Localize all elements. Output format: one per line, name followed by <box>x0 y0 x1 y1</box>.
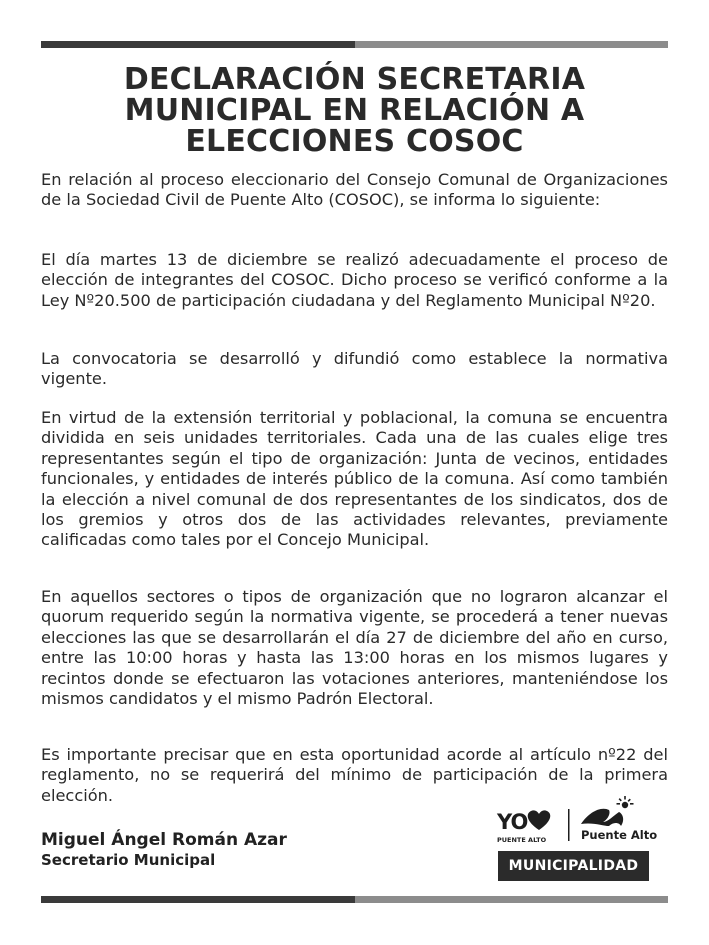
municipality-logo <box>497 796 658 882</box>
paragraph-intro: En relación al proceso eleccionario del Consejo Comunal de Organizaciones de la Sociedad Civil de Puente Alto (COSOC), se informa lo siguiente: <box>41 170 668 210</box>
document-title <box>41 64 668 157</box>
logo-yo-text: YO <box>497 810 528 834</box>
paragraph-convocatoria: La convocatoria se desarrolló y difundió como establece la normativa vigente. <box>41 349 668 389</box>
signer-name: Miguel Ángel Román Azar <box>41 830 287 850</box>
paragraph-new-elections: En aquellos sectores o tipos de organización que no lograron alcanzar el quorum requerido según la normativa vigente, se procederá a tener nuevas elecciones las que se desarrollarán el día 27 de diciembre del año en curso, entre las 10:00 horas y hasta las 13:00 horas en los mismos lugares y recintos donde se efectuaron las votaciones anteriores, manteniéndose los mismos candidatos y el mismo Padrón Electoral. <box>41 587 668 709</box>
logo-small-caption: PUENTE ALTO <box>497 836 547 844</box>
bottom-divider-dark <box>41 896 355 903</box>
top-divider <box>41 41 668 48</box>
logo-brand-name: Puente Alto <box>581 828 658 842</box>
title-line-1: DECLARACIÓN SECRETARIA <box>123 62 586 97</box>
paragraph-territorial-units: En virtud de la extensión territorial y poblacional, la comuna se encuentra dividida en seis unidades territoriales. Cada una de las cuales elige tres representantes según el tipo de organización: Junta de vecinos, entidades funcionales, y entidades de interés público de la comuna. Así como también la elección a nivel comunal de dos representantes de los sindicatos, dos de los gremios y otros dos de las actividades relevantes, previamente calificadas como tales por el Concejo Municipal. <box>41 408 668 550</box>
top-divider-light <box>355 41 668 48</box>
signer-role: Secretario Municipal <box>41 851 216 869</box>
paragraph-participation: Es importante precisar que en esta oportunidad acorde al artículo nº22 del reglamento, no se requerirá del mínimo de participación de la primera elección. <box>41 745 668 805</box>
title-line-3: ELECCIONES COSOC <box>185 124 524 159</box>
title-line-2: MUNICIPAL EN RELACIÓN A <box>124 93 585 128</box>
signature-block <box>41 830 287 870</box>
top-divider-dark <box>41 41 355 48</box>
heart-icon <box>528 810 551 830</box>
bottom-divider <box>41 896 668 903</box>
sun-figure-icon <box>581 796 634 826</box>
paragraph-election-date: El día martes 13 de diciembre se realizó adecuadamente el proceso de elección de integrantes del COSOC. Dicho proceso se verificó conforme a la Ley Nº20.500 de participación ciudadana y del Reglamento Municipal Nº20. <box>41 250 668 310</box>
bottom-divider-light <box>355 896 668 903</box>
logo-separator <box>568 809 570 841</box>
municipalidad-badge: MUNICIPALIDAD <box>498 851 649 881</box>
